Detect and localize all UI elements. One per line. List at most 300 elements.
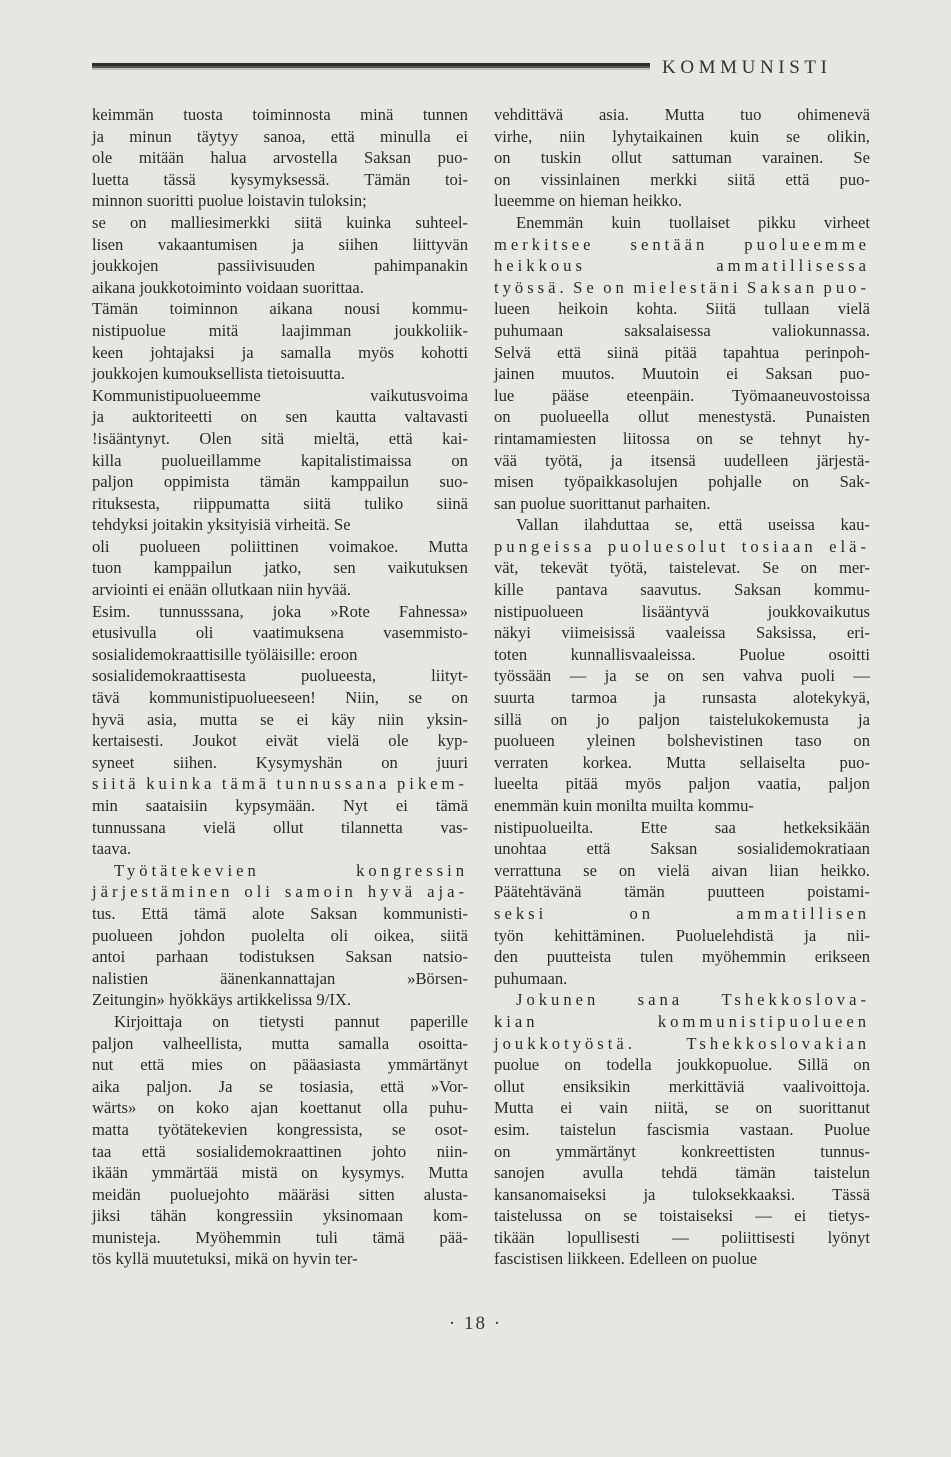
text-line [494,752,870,774]
word: tunnus- [820,1141,870,1161]
word: parhaan [155,947,209,967]
word: vastaan. [739,1119,794,1139]
word: konkreettisten [681,1141,776,1161]
word: mutta [199,709,238,729]
word: työtä, [609,558,648,578]
word: puhu- [429,1098,468,1118]
word: kuin [611,212,641,232]
word: vain [599,1098,628,1118]
word: oli [330,925,349,945]
word: wärts» [92,1098,137,1118]
word: meidän [92,1184,141,1204]
word: mer- [838,558,870,578]
word: Tshekkoslova- [721,990,870,1010]
word: tuloksekkaaksi. [692,1184,796,1204]
word: tävä [92,688,120,708]
word: valheellista, [162,1033,243,1053]
word: hyvä [367,882,417,902]
word: siinä [607,342,639,362]
word: työssä. [494,277,568,297]
word: minä [360,105,394,124]
word: pääasiasta [293,1055,361,1075]
text-line [92,536,468,558]
word: tähän [150,1206,187,1226]
word: uudelleen [723,450,789,470]
text-line: minnon suoritti puolue loistavin tuloksin; [92,191,367,211]
word: taistelun [559,1119,617,1139]
word: jiksi [92,1206,121,1226]
word: joukkoliik- [394,320,468,340]
word: saa [714,817,736,837]
word: puo- [437,148,468,168]
word: kapitalistimaissa [300,450,412,470]
word: että [141,1141,166,1161]
word: kuinka [346,212,392,232]
word: Muutoin [641,364,700,384]
word: on [494,148,511,168]
word: ammatillisen [736,903,870,923]
word: tämän [624,882,665,902]
word: lue [494,385,515,405]
word: sana [637,990,684,1010]
word: vahva [742,666,783,686]
word: tämän [259,472,301,492]
word: pantava [556,580,608,600]
word: Puolue [823,1119,870,1139]
word: kautta [335,407,377,427]
word: ensiksikin [562,1076,631,1096]
text-line [494,665,870,687]
text-line [92,471,468,493]
word: Selvä [494,342,531,362]
word: Puoluelehdistä [675,925,774,945]
text-line: joukkojen kumouksellista tietoisuutta. [92,364,346,384]
text-line [92,557,468,579]
word: vas- [440,817,468,837]
text-line [494,169,870,191]
text-line [92,1227,468,1249]
text-line [494,536,870,558]
word: matta [92,1119,129,1139]
word: paljon [828,774,870,794]
text-line [494,234,870,256]
word: siitä [303,493,331,513]
word: puhumaan [494,320,564,340]
word: vaaleissa [665,623,726,643]
header-rule [92,63,650,70]
word: Vallan [516,515,559,535]
word: mies [191,1055,223,1075]
word: minun [129,126,172,146]
word: toten [494,644,528,664]
word: osoitti [828,644,870,664]
word: tämä [372,1227,405,1247]
text-column-left [92,104,468,1270]
word: taistelun [813,1163,870,1183]
word: tilannetta [341,817,403,837]
word: alusta- [423,1184,468,1204]
word: Joukot [192,731,237,751]
word: lyhytaikainen [612,126,703,146]
text-line: Zeitungin» hyökkäys artikkelissa 9/IX. [92,990,352,1010]
word: ei [560,1098,573,1118]
word: runsasta [702,688,757,708]
word: hetkeksikään [783,817,870,837]
word: tämä [221,774,271,794]
word: puoli [800,666,835,686]
text-line [494,406,870,428]
word: on [755,1098,773,1118]
word: mitä [208,320,239,340]
text-line [92,925,468,947]
word: kille [494,580,524,600]
word: vaatia, [757,774,802,794]
word: siitä [294,212,322,232]
word: kypsymään. [235,796,316,815]
text-line [494,579,870,601]
text-line [92,1054,468,1076]
word: ja [241,342,254,362]
word: äänenkannattajan [220,968,336,988]
word: voimakoe. [328,536,399,556]
word: Saksan [310,903,358,923]
word: sanoa, [263,126,306,146]
text-line [92,493,468,515]
word: pää- [439,1227,468,1247]
word: nalistien [92,968,149,988]
word: tullaan [764,299,810,319]
word: verraten [494,752,549,772]
text-line [494,1076,870,1098]
word: menestystä. [698,407,777,427]
word: saavutus. [640,580,702,600]
word: järjestäminen [92,882,234,902]
word: sen [702,666,725,686]
text-line [494,817,870,839]
text-line: sosialidemokraattisille työläisille: eroon [92,644,358,664]
word: Kysymyshän [255,752,343,772]
text-line: tehdyksi joitakin yksityisiä virheitä. Se [92,515,351,535]
word: Se [573,277,598,297]
word: on [853,1055,870,1075]
text-line [494,860,870,882]
word: paljon [92,472,134,492]
text-line [494,428,870,450]
word: niin [377,709,404,729]
word: yksinomaan [322,1206,404,1226]
text-line [92,709,468,731]
word: nistipuolueilta. [494,817,594,837]
word: ja [604,666,617,686]
word: Saksan [345,947,393,967]
word: on [249,1055,267,1075]
word: »Börsen- [407,968,468,988]
word: alote [252,903,285,923]
word: on [584,1206,602,1226]
word: tus. [92,903,116,923]
text-line: tös kyllä muutetuksi, mikä on hyvin ter- [92,1249,358,1269]
word: ei [296,709,309,729]
word: merkittäviä [668,1076,745,1096]
word: kohta. [636,299,678,319]
text-line [494,1119,870,1141]
word: vielä [657,860,690,880]
word: taistelevat. [669,558,741,578]
word: ymmärtänyt [555,1141,636,1161]
word: kuinka [146,774,216,794]
word: itsensä [650,450,696,470]
word: se [739,428,754,448]
text-line [494,622,870,644]
word: unohtaa [494,839,547,859]
text-line: arviointi ei enään ollutkaan niin hyvää. [92,580,351,600]
word: yleinen [586,731,636,751]
word: liittyvän [412,234,468,254]
text-line [92,1205,468,1227]
word: työssään [494,666,552,686]
word: toiminnosta [252,105,331,124]
text-line [494,212,870,234]
word: tarmoa [571,688,618,708]
word: täytyy [196,126,239,146]
word: ymmärtänyt [387,1055,468,1075]
text-line [92,795,468,817]
word: tehdä [661,1163,698,1183]
word: on [800,558,818,578]
word: tuskin [540,148,582,168]
word: vehdittävä [494,105,564,124]
word: taistelussa [494,1206,563,1226]
text-line [92,946,468,968]
word: kongressin [356,860,468,880]
word: oli [195,623,214,643]
word: ohimenevä [797,105,870,124]
text-line [494,147,870,169]
word: pikku [757,212,796,232]
word: kommunistipuolueeseen! [149,688,316,708]
word: natsio- [422,947,468,967]
word: tietysti [259,1011,305,1031]
word: ajan [250,1098,279,1118]
word: nut [92,1055,114,1075]
word: niin- [436,1141,468,1161]
word: se [714,1098,729,1118]
text-line [92,126,468,148]
text-line [92,730,468,752]
word: den [494,947,518,967]
word: järjestä- [816,450,870,470]
word: auktoriteetti [132,407,213,427]
text-line [92,298,468,320]
word: paljon [688,774,731,794]
word: joka [272,601,302,621]
word: se [583,860,597,880]
word: taso [794,731,822,751]
text-line [92,601,468,623]
word: suurta [494,688,535,708]
word: niin [559,126,586,146]
word: »Vor- [430,1076,468,1096]
word: aja- [427,882,468,902]
word: paperille [409,1011,468,1031]
word: merkki [650,169,698,189]
word: heikko. [820,860,870,880]
text-line [92,752,468,774]
word: on [451,688,468,708]
text-line [494,601,870,623]
word: osot- [434,1119,468,1139]
word: paljon [638,709,680,729]
word: esim. [494,1119,530,1139]
word: Puolue [738,644,786,664]
word: tuliko [364,493,404,513]
word: ymmärtää [151,1163,218,1183]
word: vielä [327,731,360,751]
word: pitää [664,342,697,362]
word: verrattuna [494,860,562,880]
text-line [494,730,870,752]
word: kian [494,1011,539,1031]
word: siihen [338,234,379,254]
word: todella [606,1055,652,1075]
word: oikea, [374,925,415,945]
word: vaikutusvoima [370,385,468,405]
word: ja [92,126,104,146]
word: varainen. [761,148,824,168]
word: yksin- [426,709,468,729]
journal-title: KOMMUNISTI [662,57,832,78]
word: keimmän [92,105,154,124]
text-line: taava. [92,839,132,859]
word: puolueella [539,407,610,427]
word: Mutta [494,1098,534,1118]
word: sillä [494,709,522,729]
word: Tämän [92,299,139,319]
word: tämän [735,1163,776,1183]
text-line [92,169,468,191]
word: sosialidemokraattisesta [92,666,246,686]
word: korkea. [582,752,632,772]
word: Mutta [428,536,468,556]
text-line [494,450,870,472]
word: — [672,1227,689,1247]
word: nistipuolueen [494,601,584,621]
word: vakaantumisen [157,234,258,254]
word: etusivulla [92,623,157,643]
word: perinpoh- [805,342,870,362]
word: Enemmän [516,212,584,232]
word: se, [674,515,693,535]
page-number: · 18 · [448,1313,503,1334]
word: on [853,731,870,751]
word: todistuksen [238,947,315,967]
text-line [92,234,468,256]
word: muutos. [561,364,615,384]
word: laajimman [281,320,352,340]
word: on [451,450,468,470]
word: on [212,1011,229,1031]
word: alotekykyä, [793,688,870,708]
text-line [92,817,468,839]
word: Tässä [832,1184,870,1204]
word: on [381,752,398,772]
word: sentään [630,234,709,254]
word: on [129,212,147,232]
text-line [494,687,870,709]
word: oli [92,536,110,556]
word: jatko, [264,558,302,578]
word: minulla [380,126,431,146]
text-line [92,320,468,342]
word: sattuman [671,148,732,168]
word: että [388,428,413,448]
text-line [92,1141,468,1163]
word: tuli [315,1227,338,1247]
word: että [140,1055,165,1075]
word: ammatillisessa [716,256,870,276]
word: aikana [269,299,313,319]
word: aika [92,1076,120,1096]
text-line [494,104,870,126]
word: on [667,666,684,686]
text-line [92,1119,468,1141]
word: hyvä [92,709,125,729]
word: ja [653,688,666,708]
text-line [92,342,468,364]
text-line [494,838,870,860]
word: ikään [92,1163,128,1183]
text-line [92,1162,468,1184]
word: kuin [729,126,760,146]
word: tikään [494,1227,535,1247]
text-line [494,881,870,903]
word: tuon [92,558,122,578]
word: ollut [611,148,642,168]
word: on [696,428,713,448]
text-line [92,147,468,169]
word: kehittäminen. [554,925,646,945]
word: on [494,407,511,427]
text-line [494,773,870,795]
word: kommunisti- [383,903,468,923]
text-line [92,104,468,126]
text-line [494,989,870,1011]
word: asia. [598,105,629,124]
word: vielä [203,817,236,837]
word: ollut [638,407,669,427]
word: tunnusssana, [159,601,244,621]
text-line [494,471,870,493]
word: — [755,1206,772,1226]
word: siinä [436,493,468,513]
word: tulen [640,947,674,967]
word: kommunistipuolueen [657,1011,870,1031]
word: samoin [284,882,357,902]
word: joukkopuolue. [676,1055,773,1075]
word: Että [141,903,169,923]
word: toiminnon [169,299,238,319]
text-line [92,406,468,428]
word: passiivisuuden [217,256,316,276]
word: Siitä [705,299,737,319]
word: tuo [740,105,762,124]
word: valtavasti [404,407,468,427]
text-line [92,428,468,450]
word: työpaikkasolujen [564,472,678,492]
word: »Rote [330,601,370,621]
word: työtätekevien [157,1119,248,1139]
word: seksi [494,903,548,923]
